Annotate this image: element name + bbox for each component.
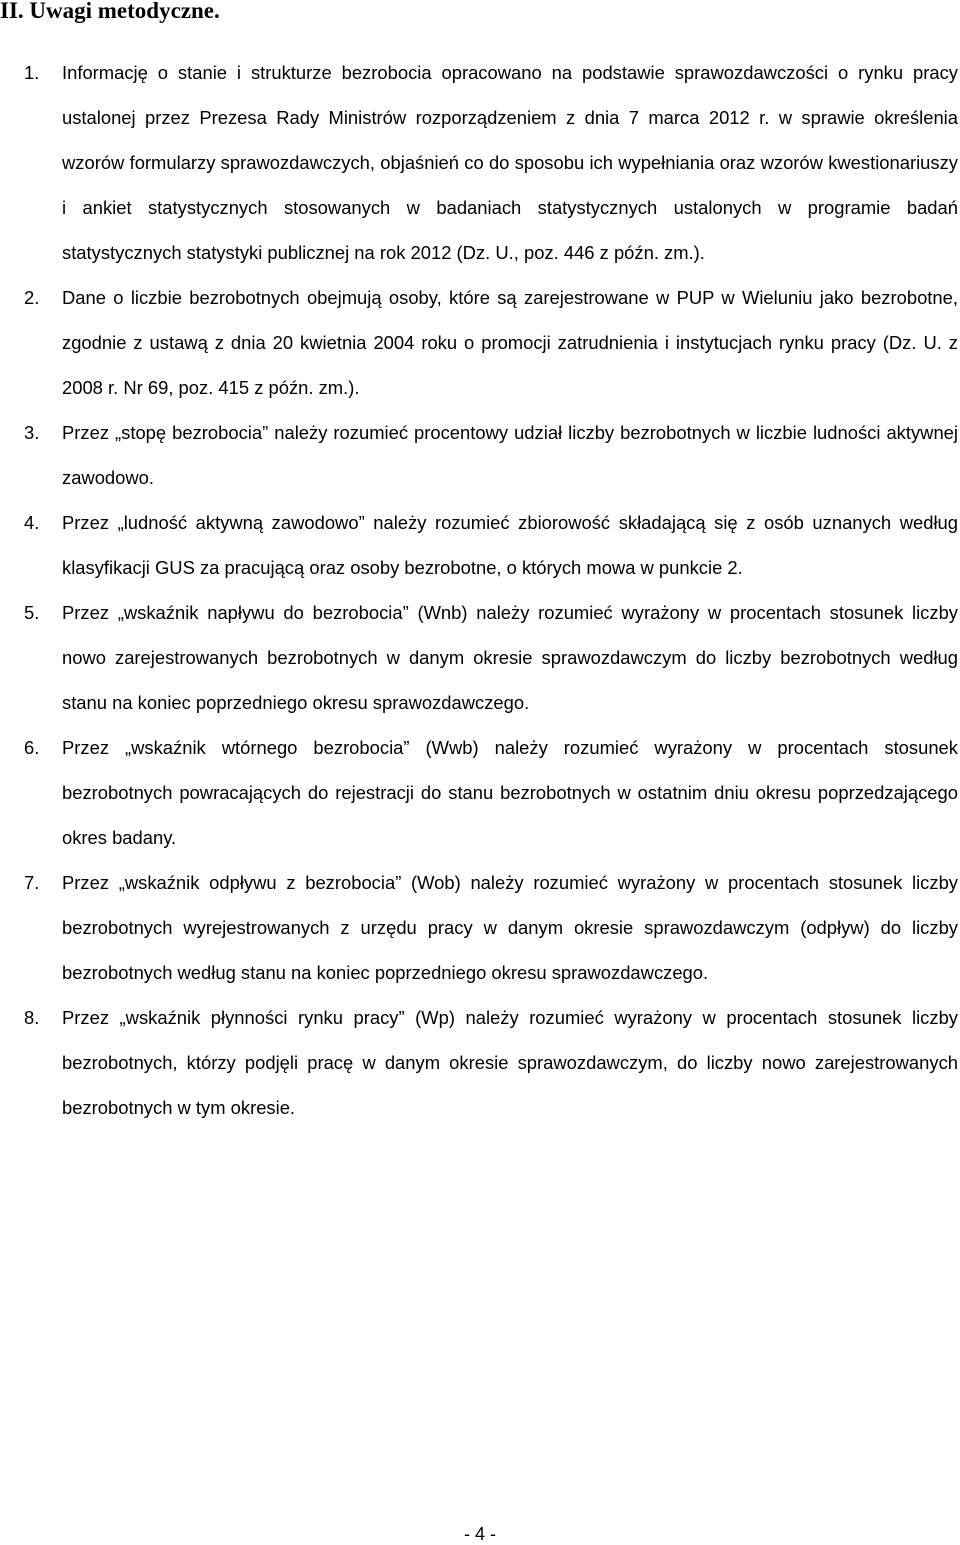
item-text: Przez „wskaźnik wtórnego bezrobocia” (Wwb) należy rozumieć wyrażony w procentach stosunek bezrobotnych powracających do rejestracji do stanu bezrobotnych w ostatnim dniu okresu poprzedzającego okres badany.: [62, 737, 958, 848]
item-number: 6.: [24, 737, 40, 758]
methodology-notes-list: [0, 50, 960, 1130]
item-text: Przez „wskaźnik odpływu z bezrobocia” (Wob) należy rozumieć wyrażony w procentach stosunek liczby bezrobotnych wyrejestrowanych z urzędu pracy w danym okresie sprawozdawczym (odpływ) do liczby bezrobotnych według stanu na koniec poprzedniego okresu sprawozdawczego.: [62, 872, 958, 983]
list-item: [0, 725, 960, 860]
list-item: [0, 590, 960, 725]
list-item: [0, 410, 960, 500]
item-text: Przez „wskaźnik płynności rynku pracy” (Wp) należy rozumieć wyrażony w procentach stosunek liczby bezrobotnych, którzy podjęli pracę w danym okresie sprawozdawczym, do liczby nowo zarejestrowanych bezrobotnych w tym okresie.: [62, 1007, 958, 1118]
item-number: 4.: [24, 512, 40, 533]
section-heading: II. Uwagi metodyczne.: [0, 0, 220, 23]
item-number: 3.: [24, 422, 40, 443]
item-number: 7.: [24, 872, 40, 893]
list-item: [0, 275, 960, 410]
item-text: Przez „stopę bezrobocia” należy rozumieć procentowy udział liczby bezrobotnych w liczbie ludności aktywnej zawodowo.: [62, 422, 958, 488]
item-number: 1.: [24, 62, 40, 83]
list-item: [0, 500, 960, 590]
page-number: - 4 -: [463, 1524, 496, 1544]
item-text: Informację o stanie i strukturze bezrobocia opracowano na podstawie sprawozdawczości o rynku pracy ustalonej przez Prezesa Rady Ministrów rozporządzeniem z dnia 7 marca 2012 r. w sprawie określenia wzorów formularzy sprawozdawczych, objaśnień co do sposobu ich wypełniania oraz wzorów kwestionariuszy i ankiet statystycznych stosowanych w badaniach statystycznych ustalonych w programie badań statystycznych statystyki publicznej na rok 2012 (Dz. U., poz. 446 z późn. zm.).: [62, 62, 958, 263]
item-text: Przez „wskaźnik napływu do bezrobocia” (Wnb) należy rozumieć wyrażony w procentach stosunek liczby nowo zarejestrowanych bezrobotnych w danym okresie sprawozdawczym do liczby bezrobotnych według stanu na koniec poprzedniego okresu sprawozdawczego.: [62, 602, 958, 713]
page-footer: [0, 1523, 960, 1545]
list-item: [0, 50, 960, 275]
item-text: Dane o liczbie bezrobotnych obejmują osoby, które są zarejestrowane w PUP w Wieluniu jako bezrobotne, zgodnie z ustawą z dnia 20 kwietnia 2004 roku o promocji zatrudnienia i instytucjach rynku pracy (Dz. U. z 2008 r. Nr 69, poz. 415 z późn. zm.).: [62, 287, 958, 398]
item-number: 2.: [24, 287, 40, 308]
list-item: [0, 860, 960, 995]
item-text: Przez „ludność aktywną zawodowo” należy rozumieć zbiorowość składającą się z osób uznanych według klasyfikacji GUS za pracującą oraz osoby bezrobotne, o których mowa w punkcie 2.: [62, 512, 958, 578]
list-item: [0, 995, 960, 1130]
item-number: 5.: [24, 602, 40, 623]
item-number: 8.: [24, 1007, 40, 1028]
